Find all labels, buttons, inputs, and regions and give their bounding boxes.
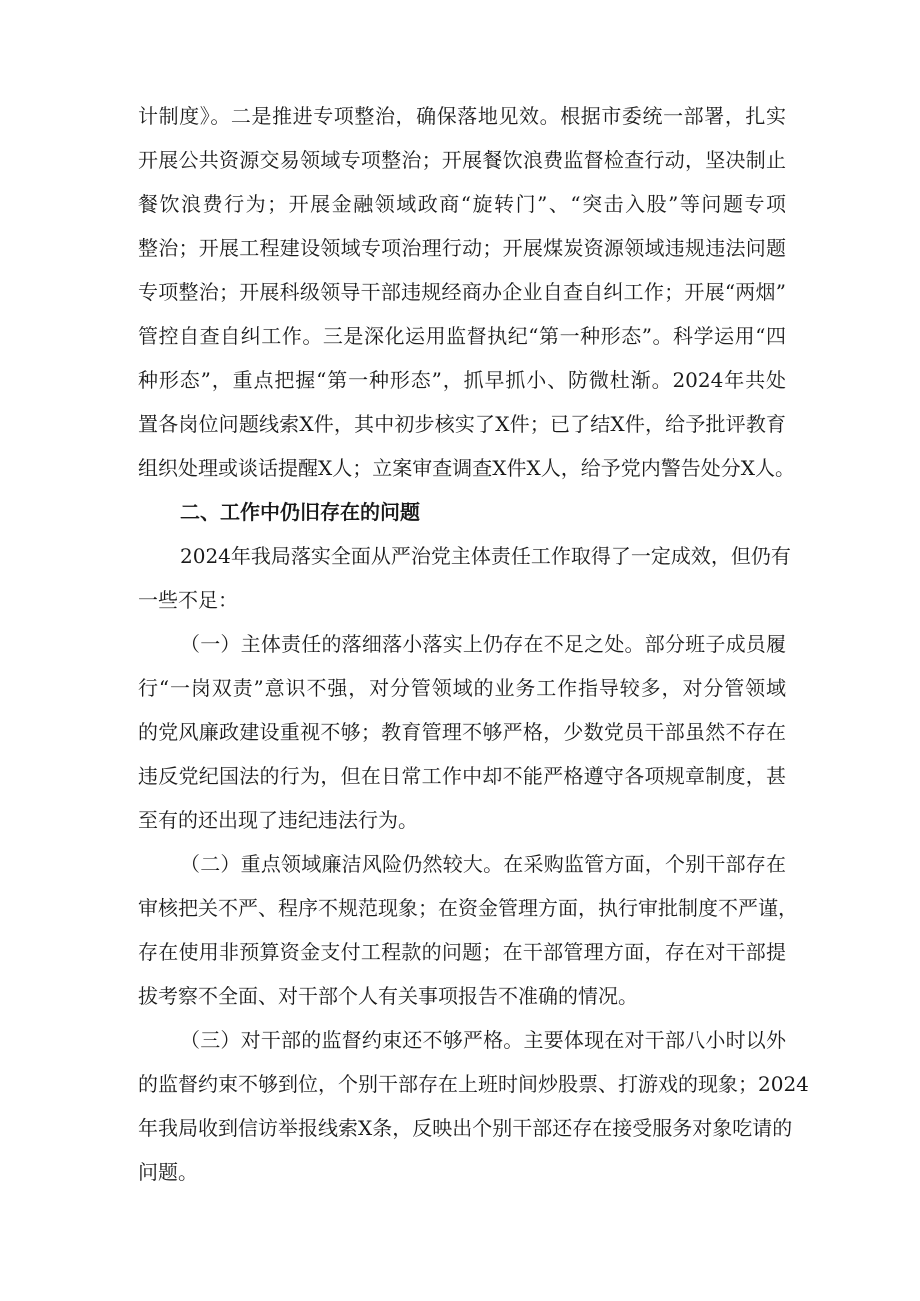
paragraph-line: 餐饮浪费行为；开展金融领域政商“旋转门”、“突击入股”等问题专项 bbox=[138, 192, 786, 216]
paragraph-line: 的监督约束不够到位，个别干部存在上班时间炒股票、打游戏的现象；2024 bbox=[138, 1072, 809, 1096]
paragraph-line: 年我局收到信访举报线索X条，反映出个别干部还存在接受服务对象吃请的 bbox=[138, 1116, 793, 1140]
paragraph-line: （三）对干部的监督约束还不够严格。主要体现在对干部八小时以外 bbox=[180, 1028, 786, 1052]
paragraph-line: 的党风廉政建设重视不够；教育管理不够严格，少数党员干部虽然不存在 bbox=[138, 720, 786, 744]
paragraph-line: 审核把关不严、程序不规范现象；在资金管理方面，执行审批制度不严谨， bbox=[138, 896, 798, 920]
paragraph-line: 开展公共资源交易领域专项整治；开展餐饮浪费监督检查行动，坚决制止 bbox=[138, 148, 786, 172]
paragraph-line: 种形态”，重点把握“第一种形态”，抓早抓小、防微杜渐。2024年共处 bbox=[138, 368, 786, 392]
paragraph-line: 至有的还出现了违纪违法行为。 bbox=[138, 808, 418, 832]
paragraph-line: 整治；开展工程建设领域专项治理行动；开展煤炭资源领域违规违法问题 bbox=[138, 236, 786, 260]
paragraph-line: 置各岗位问题线索X件，其中初步核实了X件；已了结X件，给予批评教育 bbox=[138, 412, 786, 436]
paragraph-line: 存在使用非预算资金支付工程款的问题；在干部管理方面，存在对干部提 bbox=[138, 940, 786, 964]
section-heading: 二、工作中仍旧存在的问题 bbox=[180, 500, 420, 524]
paragraph-line: 问题。 bbox=[138, 1160, 198, 1184]
paragraph-line: 管控自查自纠工作。三是深化运用监督执纪“第一种形态”。科学运用“四 bbox=[138, 324, 786, 348]
paragraph-line: 2024年我局落实全面从严治党主体责任工作取得了一定成效，但仍有 bbox=[180, 544, 791, 568]
paragraph-line: 专项整治；开展科级领导干部违规经商办企业自查自纠工作；开展“两烟” bbox=[138, 280, 786, 304]
paragraph-line: 拔考察不全面、对干部个人有关事项报告不准确的情况。 bbox=[138, 984, 638, 1008]
paragraph-line: 行“一岗双责”意识不强，对分管领域的业务工作指导较多，对分管领域 bbox=[138, 676, 786, 700]
paragraph-line: 组织处理或谈话提醒X人；立案审查调查X件X人，给予党内警告处分X人。 bbox=[138, 456, 795, 480]
paragraph-line: （一）主体责任的落细落小落实上仍存在不足之处。部分班子成员履 bbox=[180, 632, 786, 656]
paragraph-line: 一些不足： bbox=[138, 588, 238, 612]
paragraph-line: （二）重点领域廉洁风险仍然较大。在采购监管方面，个别干部存在 bbox=[180, 852, 786, 876]
paragraph-line: 计制度》。二是推进专项整治，确保落地见效。根据市委统一部署，扎实 bbox=[138, 104, 786, 128]
paragraph-line: 违反党纪国法的行为，但在日常工作中却不能严格遵守各项规章制度，甚 bbox=[138, 764, 786, 788]
